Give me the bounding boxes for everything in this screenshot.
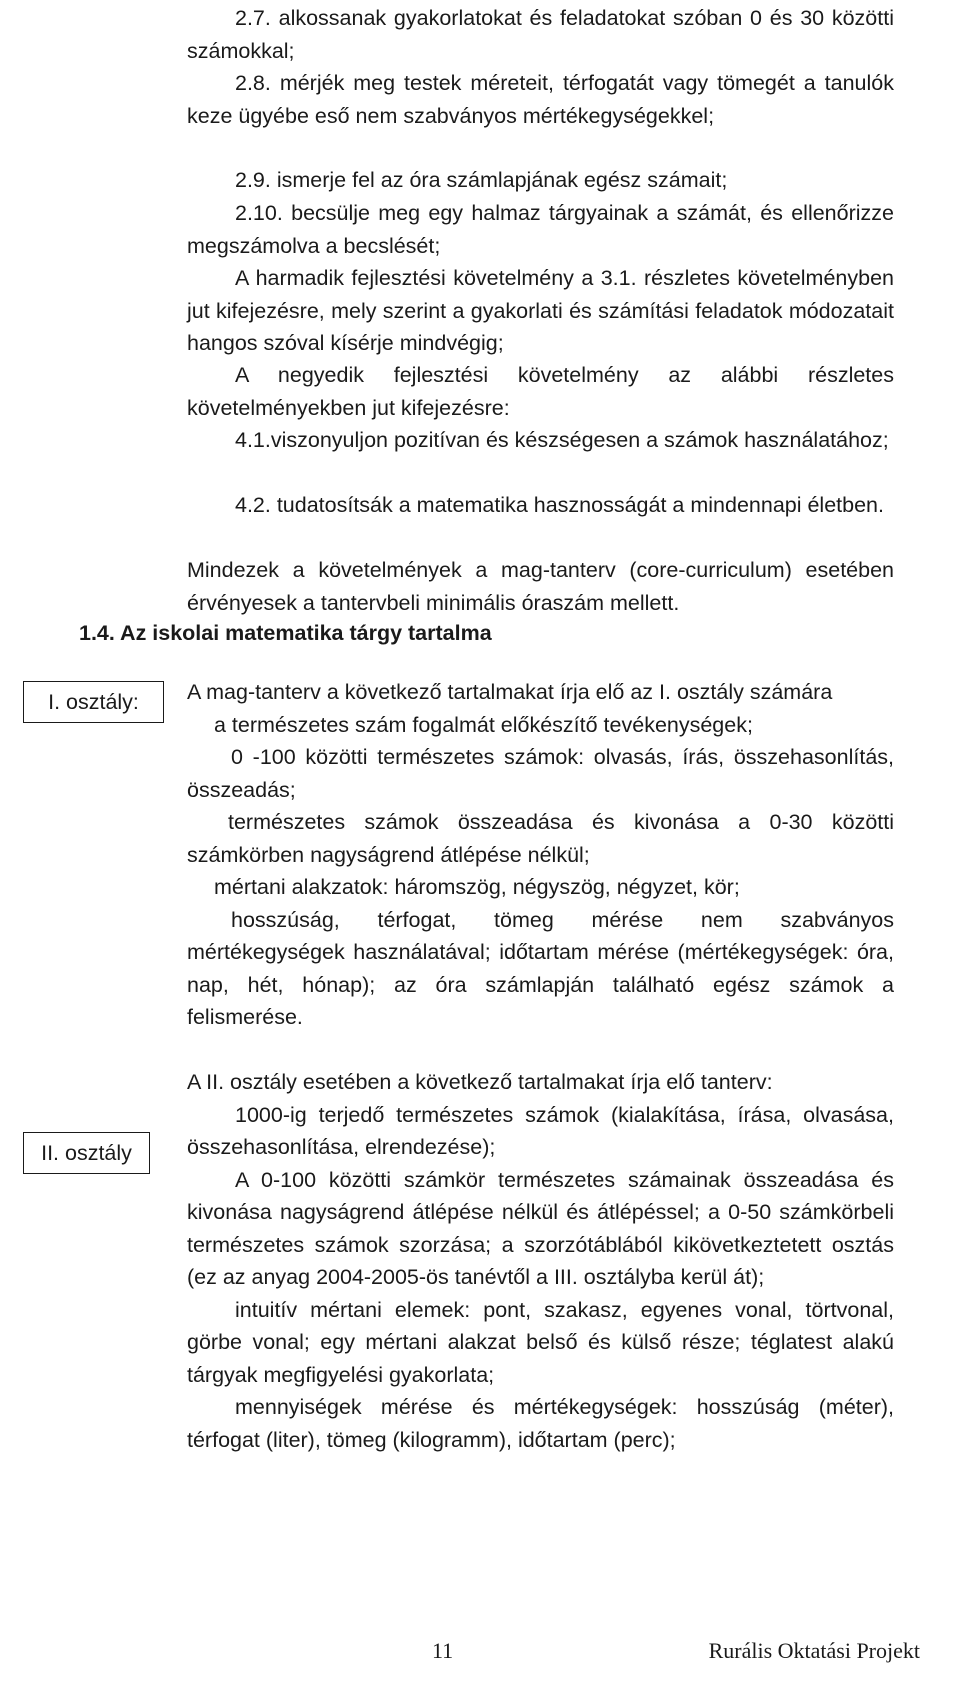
requirement-2-9: 2.9. ismerje fel az óra számlapjának egész számait;	[235, 168, 728, 192]
section-heading: 1.4. Az iskolai matematika tárgy tartalma	[79, 621, 492, 645]
requirement-2-7: 2.7. alkossanak gyakorlatokat és feladatokat szóban 0 és 30 közötti számokkal;	[187, 6, 894, 63]
grade-1-lead: A mag-tanterv a következő tartalmakat írja elő az I. osztály számára	[187, 680, 833, 704]
grade-2-item: A 0-100 közötti számkör természetes számainak összeadása és kivonása nagyságrend átlépése nélkül és átlépéssel; a 0-50 számkörbeli természetes számok szorzása; a szorzótáblából kikövetkeztetett osztás (ez az anyag 2004-2005-ös tanévtől a III. osztályba kerül át);	[187, 1167, 894, 1289]
requirement-2-8: 2.8. mérjék meg testek méreteit, térfogatát vagy tömegét a tanulók keze ügyébe eső nem szabványos mértékegységekkel;	[187, 71, 894, 128]
page-number: 11	[432, 1638, 454, 1663]
grade-2-item: mennyiségek mérése és mértékegységek: hosszúság (méter), térfogat (liter), tömeg (kilogramm), időtartam (perc);	[187, 1395, 894, 1452]
grade-1-item: 0 -100 közötti természetes számok: olvasás, írás, összehasonlítás, összeadás;	[187, 745, 894, 802]
grade-2-lead: A II. osztály esetében a következő tartalmakat írja elő tanterv:	[187, 1070, 773, 1094]
grade-2-item: 1000-ig terjedő természetes számok (kialakítása, írása, olvasása, összehasonlítása, elrendezése);	[187, 1102, 894, 1159]
summary-paragraph: Mindezek a követelmények a mag-tanterv (core-curriculum) esetében érvényesek a tantervbeli minimális óraszám mellett.	[187, 558, 894, 615]
grade-1-label: I. osztály:	[48, 690, 139, 714]
grade-2-label-box	[23, 1132, 150, 1174]
fourth-requirement: A negyedik fejlesztési követelmény az alábbi részletes követelményekben jut kifejezésre:	[187, 363, 894, 420]
footer-title: Rurális Oktatási Projekt	[708, 1638, 920, 1663]
grade-1-item: természetes számok összeadása és kivonása a 0-30 közötti számkörben nagyságrend átlépése nélkül;	[187, 810, 894, 867]
grade-2-label: II. osztály	[41, 1141, 132, 1165]
requirement-2-10: 2.10. becsülje meg egy halmaz tárgyainak a számát, és ellenőrizze megszámolva a becslését;	[187, 201, 894, 258]
grade-1-item: a természetes szám fogalmát előkészítő tevékenységek;	[214, 712, 753, 737]
grade-1-item: hosszúság, térfogat, tömeg mérése nem szabványos mértékegységek használatával; időtartam mérése (mértékegységek: óra, nap, hét, hónap); az óra számlapján található egész számok a felismerése.	[187, 907, 894, 1029]
third-requirement: A harmadik fejlesztési követelmény a 3.1. részletes követelményben jut kifejezésre, mely szerint a gyakorlati és számítási feladatok módozatait hangos szóval kísérje mindvégig;	[187, 266, 894, 355]
requirement-4-1: 4.1.viszonyuljon pozitívan és készségesen a számok használatához;	[235, 428, 889, 452]
grade-1-label-box	[23, 681, 164, 723]
grade-1-item: mértani alakzatok: háromszög, négyszög, négyzet, kör;	[214, 875, 740, 899]
grade-1-content	[187, 676, 894, 1034]
grade-2-content	[187, 1066, 894, 1456]
requirement-4-2: 4.2. tudatosítsák a matematika hasznosságát a mindennapi életben.	[235, 493, 884, 517]
grade-2-item: intuitív mértani elemek: pont, szakasz, egyenes vonal, törtvonal, görbe vonal; egy mértani alakzat belső és külső része; téglatest alakú tárgyak megfigyelési gyakorlata;	[187, 1297, 894, 1387]
